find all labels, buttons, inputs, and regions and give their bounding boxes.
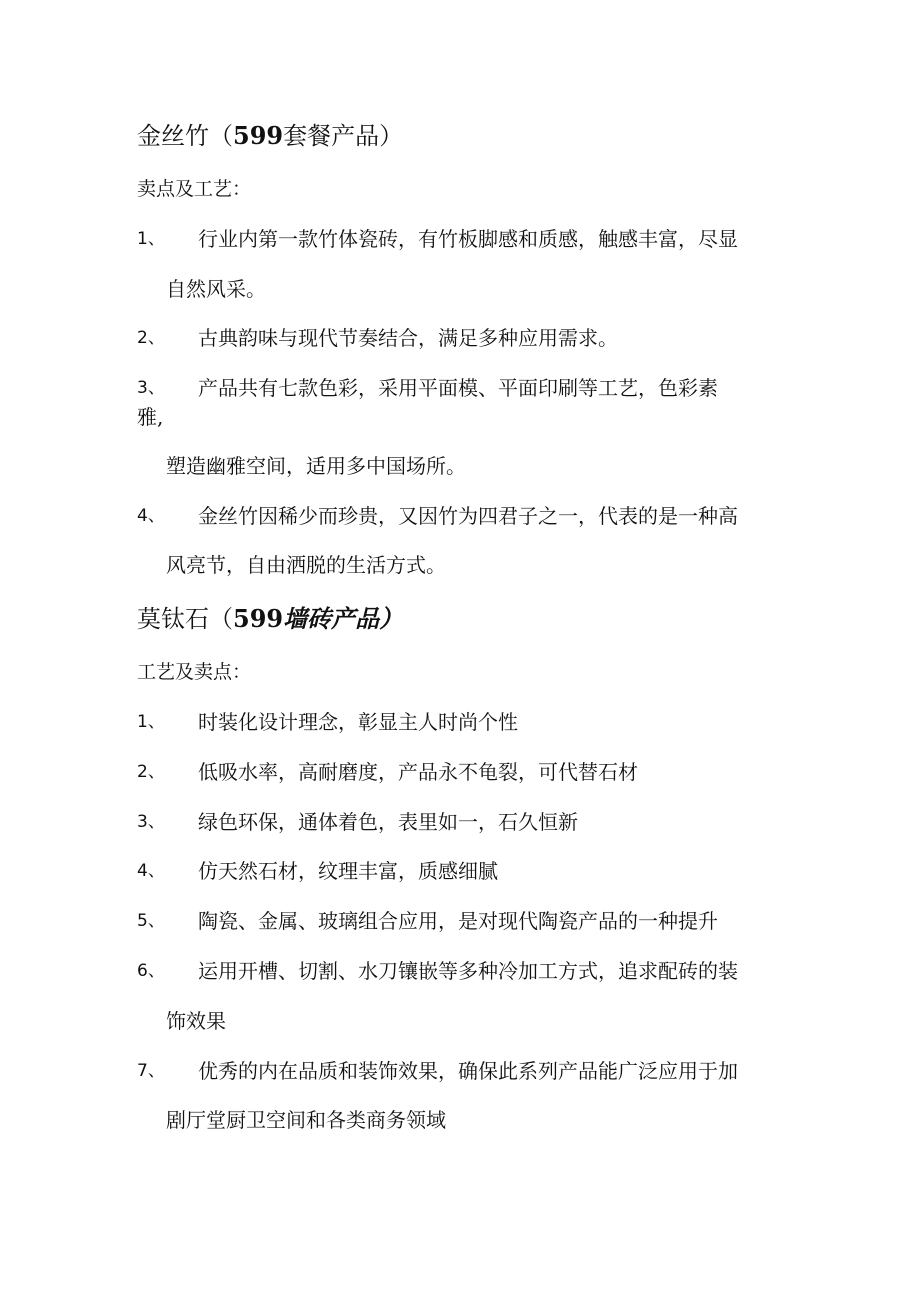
section2-item-4-text: 仿天然石材，纹理丰富，质感细腻 <box>198 859 498 883</box>
section1-item-3-number: 3、 <box>137 378 165 398</box>
section2-item-2-text: 低吸水率，高耐磨度，产品永不龟裂，可代替石材 <box>198 760 638 784</box>
section1-item-3-wrap: 雅, <box>137 405 164 429</box>
section2-title <box>137 604 403 634</box>
section2-item-3-number: 3、 <box>137 812 165 832</box>
section2-item-6-text: 运用开槽、切割、水刀镶嵌等多种冷加工方式，追求配砖的装 <box>198 959 738 983</box>
section2-item-6-number: 6、 <box>137 961 165 981</box>
section2-item-2-number: 2、 <box>137 762 165 782</box>
section1-item-1-continuation: 自然风采。 <box>166 277 266 301</box>
section2-subtitle: 工艺及卖点： <box>137 661 252 683</box>
section1-item-1-number: 1、 <box>137 229 165 249</box>
section2-item-4-number: 4、 <box>137 861 165 881</box>
section2-item-7-text: 优秀的内在品质和装饰效果，确保此系列产品能广泛应用于加 <box>198 1059 738 1083</box>
section1-item-4-continuation: 风亮节，自由洒脱的生活方式。 <box>166 553 446 577</box>
section1-item-3-continuation: 塑造幽雅空间，适用多中国场所。 <box>166 454 466 478</box>
section2-item-1-number: 1、 <box>137 712 165 732</box>
section1-item-4-number: 4、 <box>137 506 165 526</box>
section1-item-3-text: 产品共有七款色彩，采用平面模、平面印刷等工艺，色彩素 <box>198 376 718 400</box>
section1-item-2-text: 古典韵味与现代节奏结合，满足多种应用需求。 <box>198 326 618 350</box>
section2-item-5-text: 陶瓷、金属、玻璃组合应用，是对现代陶瓷产品的一种提升 <box>198 909 718 933</box>
section1-title-prefix: 金丝竹（ <box>137 122 233 150</box>
section1-title-suffix: 套餐产品） <box>283 122 404 150</box>
section2-title-number: 599 <box>233 604 284 633</box>
section2-item-3-text: 绿色环保，通体着色，表里如一，石久恒新 <box>198 810 578 834</box>
section2-item-5-number: 5、 <box>137 911 165 931</box>
section2-title-suffix: 墙砖产品） <box>283 604 404 633</box>
section2-item-7-continuation: 剧厅堂厨卫空间和各类商务领域 <box>166 1108 446 1132</box>
section1-title-number: 599 <box>233 121 284 150</box>
section2-item-1-text: 时装化设计理念，彰显主人时尚个性 <box>198 710 518 734</box>
section1-item-2-number: 2、 <box>137 328 165 348</box>
section2-title-prefix: 莫钛石（ <box>137 605 233 633</box>
section1-subtitle: 卖点及工艺： <box>137 178 252 200</box>
section2-item-7-number: 7、 <box>137 1061 165 1081</box>
section1-item-4-text: 金丝竹因稀少而珍贵，又因竹为四君子之一，代表的是一种高 <box>198 504 738 528</box>
section1-title <box>137 121 403 151</box>
section1-item-1-text: 行业内第一款竹体瓷砖，有竹板脚感和质感，触感丰富，尽显 <box>198 227 738 251</box>
section2-item-6-continuation: 饰效果 <box>166 1009 226 1033</box>
